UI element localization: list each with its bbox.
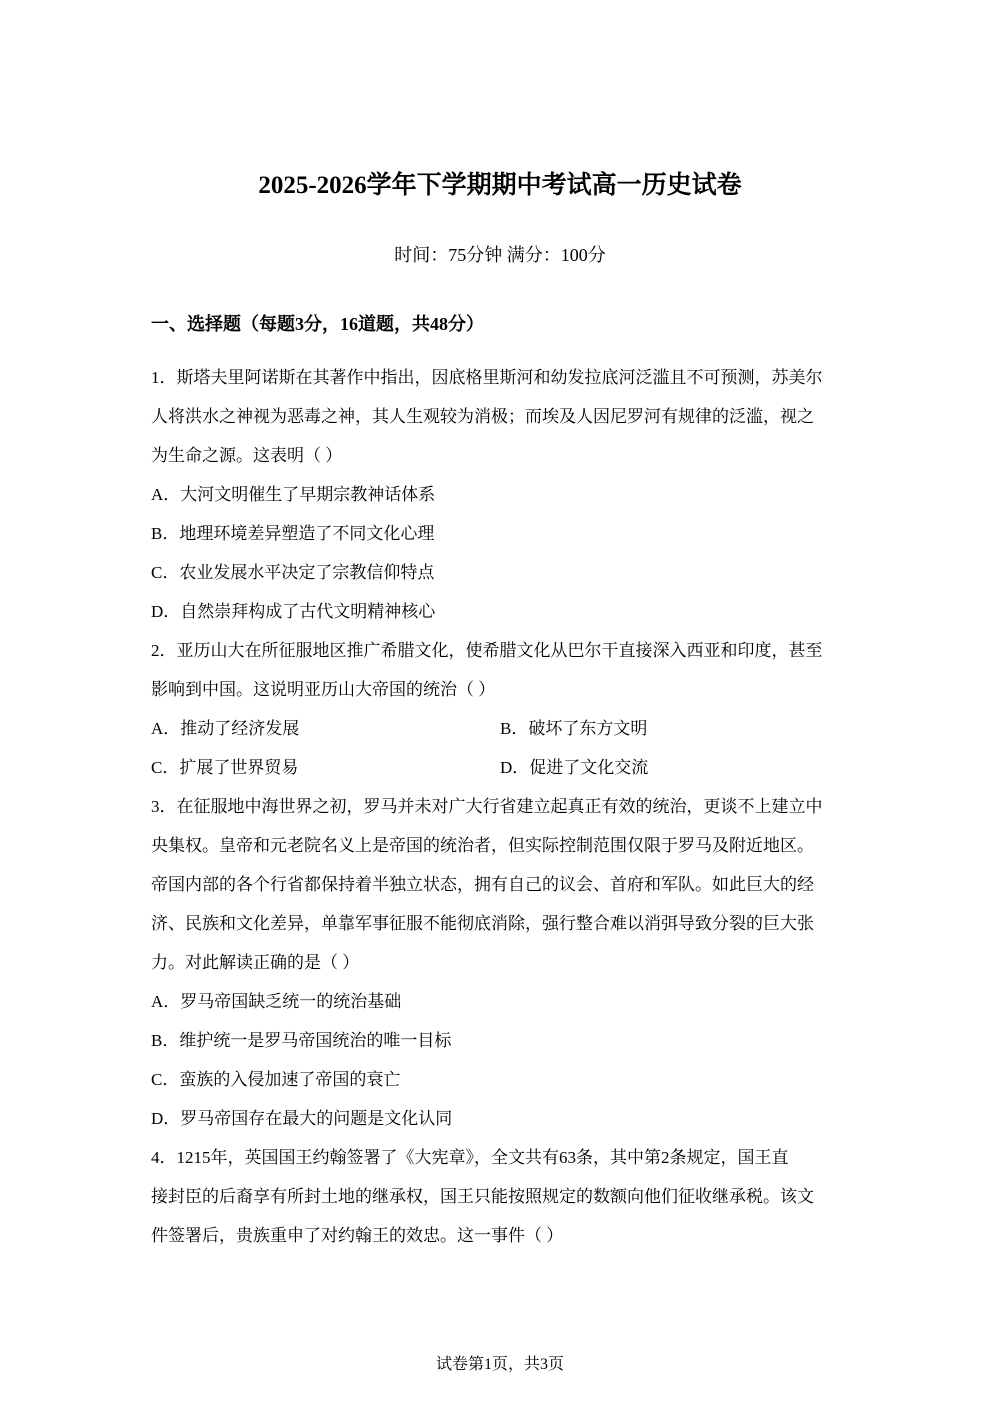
option-a: A．推动了经济发展: [151, 719, 300, 738]
option-b: B．维护统一是罗马帝国统治的唯一目标: [151, 1031, 452, 1050]
question-stem-line: 3．在征服地中海世界之初，罗马并未对广大行省建立起真正有效的统治，更谈不上建立中: [151, 797, 823, 816]
question-4: [151, 1138, 851, 1255]
question-stem-line: 济、民族和文化差异，单靠军事征服不能彻底消除，强行整合难以消弭导致分裂的巨大张: [151, 914, 814, 933]
question-stem-line: 1．斯塔夫里阿诺斯在其著作中指出，因底格里斯河和幼发拉底河泛滥且不可预测，苏美尔: [151, 368, 823, 387]
question-stem-line: 央集权。皇帝和元老院名义上是帝国的统治者，但实际控制范围仅限于罗马及附近地区。: [151, 836, 814, 855]
question-2: [151, 631, 851, 787]
question-stem-line: 接封臣的后裔享有所封土地的继承权，国王只能按照规定的数额向他们征收继承税。该文: [151, 1187, 814, 1206]
option-d: D．罗马帝国存在最大的问题是文化认同: [151, 1109, 453, 1128]
question-stem-line: 人将洪水之神视为恶毒之神，其人生观较为消极；而埃及人因尼罗河有规律的泛滥，视之: [151, 407, 814, 426]
question-1: [151, 358, 851, 631]
option-b: B．地理环境差异塑造了不同文化心理: [151, 524, 435, 543]
question-stem-line: 力。对此解读正确的是（ ）: [151, 953, 360, 972]
question-stem-line: 4．1215年，英国国王约翰签署了《大宪章》，全文共有63条，其中第2条规定，国王直: [151, 1148, 789, 1167]
option-row: [151, 748, 851, 787]
option-a: A．罗马帝国缺乏统一的统治基础: [151, 992, 402, 1011]
option-c: C．扩展了世界贸易: [151, 758, 299, 777]
option-c: C．农业发展水平决定了宗教信仰特点: [151, 563, 435, 582]
question-stem-line: 2．亚历山大在所征服地区推广希腊文化，使希腊文化从巴尔干直接深入西亚和印度，甚至: [151, 641, 823, 660]
option-row: [151, 709, 851, 748]
question-3: [151, 787, 851, 1138]
exam-title: 2025-2026学年下学期期中考试高一历史试卷: [258, 172, 742, 199]
option-a: A．大河文明催生了早期宗教神话体系: [151, 485, 436, 504]
question-stem-line: 为生命之源。这表明（ ）: [151, 446, 343, 465]
option-d: D．自然崇拜构成了古代文明精神核心: [151, 602, 436, 621]
questions-body: [151, 358, 851, 1255]
section-heading: 一、选择题（每题3分，16道题，共48分）: [151, 314, 484, 334]
option-d: D．促进了文化交流: [500, 758, 649, 777]
option-c: C．蛮族的入侵加速了帝国的衰亡: [151, 1070, 401, 1089]
question-stem-line: 件签署后，贵族重申了对约翰王的效忠。这一事件（ ）: [151, 1226, 564, 1245]
exam-time-score: 时间：75分钟 满分：100分: [394, 245, 606, 265]
page-footer: 试卷第1页，共3页: [435, 1356, 564, 1373]
question-stem-line: 帝国内部的各个行省都保持着半独立状态，拥有自己的议会、首府和军队。如此巨大的经: [151, 875, 814, 894]
option-b: B．破坏了东方文明: [500, 719, 648, 738]
question-stem-line: 影响到中国。这说明亚历山大帝国的统治（ ）: [151, 680, 496, 699]
